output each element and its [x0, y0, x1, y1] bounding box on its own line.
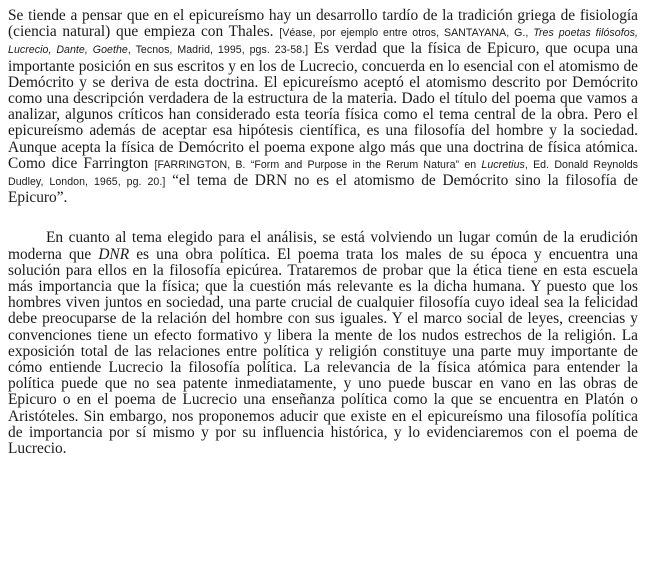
- document-page: [8, 0, 638, 576]
- paragraph-1: [8, 8, 638, 206]
- footnote-farrington-post: , Ed. Donald Reynolds Dudley, London, 1965, pg. 20.]: [8, 158, 638, 189]
- paragraph-2: [8, 230, 638, 457]
- footnote-farrington-title: Lucretius: [481, 158, 525, 171]
- paragraph-2-text-2: es una obra política. El poema trata los males de su época y encuentra una solución para ellos en la filosofía epicúrea. Trataremos de probar que la ética tiene en esta escuela más importancia que la física; que la cuestión más relevante es la dicha humana. Y puesto que los hombres viven juntos en sociedad, una parte crucial de cualquier filosofía cuyo ideal sea la felicidad debe preocuparse de la relación del hombre con sus iguales. Y el marco social de leyes, creencias y convenciones tiene un efecto formativo y libera la mente de los nudos estrechos de la religión. La exposición total de las relaciones entre política y religión constituye una parte muy importante de cómo entiende Lucrecio la filosofía política. La relevancia de la física atómica para entender la política puede que no sea patente inmediatamente, y uno puede buscar en vano en las obras de Epicuro o en el poema de Lucrecio una enseñanza política como la que se encuentra en Platón o Aristóteles. Sin embargo, nos proponemos aducir que existe en el epicureísmo una filosofía política de importancia por sí mismo y por su influencia histórica, y lo evidenciaremos con el poema de Lucrecio.: [8, 245, 638, 458]
- footnote-santayana-title: Tres poetas filósofos, Lucrecio, Dante, Goethe: [8, 27, 638, 57]
- paragraph-1-text-1: Se tiende a pensar que en el epicureísmo hay un desarrollo tardío de la tradición griega de fisiología (ciencia natural) que empieza con Thales.: [8, 7, 638, 41]
- paragraph-2-text-1: En cuanto al tema elegido para el análisis, se está volviendo un lugar común de la erudición moderna que: [8, 229, 638, 263]
- footnote-santayana-post: , Tecnos, Madrid, 1995, pgs. 23-58.]: [127, 44, 309, 57]
- paragraph-1-text-3: “el tema de DRN no es el atomismo de Demócrito sino la filosofía de Epicuro”.: [8, 172, 639, 207]
- paragraph-1-text-2: Es verdad que la física de Epicuro, que ocupa una importante posición en sus escritos y en los de Lucrecio, concuerda en lo esencial con el atomismo de Demócrito y se deriva de esta doctrina. El epicureísmo aceptó el atomismo descrito por Demócrito como una descripción verdadera de la estructura de la materia. Dado el título del poema que vamos a analizar, algunos críticos han considerado esta teoría física como el tema central de la obra. Pero el epicureísmo además de aceptar esa hipótesis científica, es una filosofía del hombre y la sociedad. Aunque acepta la física de Demócrito el poema expone algo más que una doctrina de física atómica. Como dice Farrington: [8, 40, 639, 172]
- paragraph-2-italic-dnr: DNR: [98, 245, 130, 263]
- footnote-farrington-pre: [FARRINGTON, B. “Form and Purpose in the Rerum Natura” en: [154, 158, 482, 171]
- footnote-santayana-pre: [Véase, por ejemplo entre otros, SANTAYANA, G.,: [279, 27, 534, 40]
